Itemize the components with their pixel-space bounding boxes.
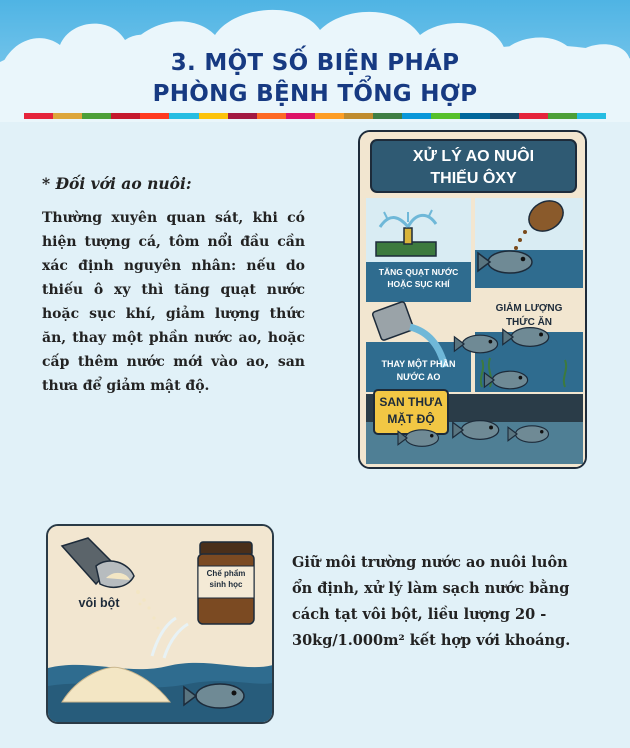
water-management-paragraph: Giữ môi trường nước ao nuôi luôn ổn định, xử lý làm sạch nước bằng cách tạt vôi bột, liều lượng 20 - 30kg/1.000m² kết hợp với khoáng. [292, 554, 571, 649]
lime-illustration-card [46, 524, 274, 724]
stripe-segment [548, 113, 577, 119]
panel2-label-line1: GIẢM LƯỢNG [495, 303, 563, 314]
lime-illustration [48, 526, 274, 724]
page-title-line1: 3. MỘT SỐ BIỆN PHÁP [170, 50, 460, 76]
infographic-title-line1: XỬ LÝ AO NUÔI [412, 148, 535, 165]
stripe-segment [53, 113, 82, 119]
stripe-segment [373, 113, 402, 119]
lime-label: vôi bột [78, 596, 120, 610]
stripe-segment [519, 113, 548, 119]
jar-label-line1: Chế phẩm [206, 569, 246, 578]
stripe-segment [577, 113, 606, 119]
panel2-label-line2: THỨC ĂN [505, 317, 553, 328]
panel4-label-line1: SAN THƯA [379, 395, 443, 409]
section-paragraph: Thường xuyên quan sát, khi có hiện tượng cá, tôm nổi đầu cần xác định nguyên nhân: nếu do thiếu ô xy thì tăng quạt nước hoặc sục khí, giảm lượng thức ăn, thay một phần nước ao, hoặc cấp thêm nước mới vào ao, san thưa để giảm mật độ. [42, 210, 305, 394]
panel4-label-line2: MẶT ĐỘ [387, 412, 435, 426]
stripe-segment [315, 113, 344, 119]
stripe-segment [257, 113, 286, 119]
stripe-segment [228, 113, 257, 119]
panel3-label-line2: NƯỚC AO [396, 372, 441, 382]
stripe-segment [431, 113, 460, 119]
color-stripe [24, 113, 606, 119]
stripe-segment [199, 113, 228, 119]
stripe-segment [460, 113, 489, 119]
stripe-segment [82, 113, 111, 119]
stripe-segment [344, 113, 373, 119]
panel3-label-line1: THAY MỘT PHẦN [381, 359, 456, 369]
section-heading: * Đối với ao nuôi: [42, 174, 192, 193]
stripe-segment [402, 113, 431, 119]
oxygen-infographic [358, 130, 587, 469]
jar-label-line2: sinh học [209, 580, 243, 589]
stripe-segment [490, 113, 519, 119]
page-title [0, 48, 630, 110]
stripe-segment [111, 113, 140, 119]
infographic-title-line2: THIẾU ÔXY [430, 170, 517, 187]
panel1-label-line1: TĂNG QUẠT NƯỚC [378, 267, 459, 277]
stripe-segment [140, 113, 169, 119]
stripe-segment [286, 113, 315, 119]
stripe-segment [24, 113, 53, 119]
stripe-segment [169, 113, 198, 119]
page-title-line2: PHÒNG BỆNH TỔNG HỢP [152, 81, 478, 107]
panel1-label-line2: HOẶC SỤC KHÍ [387, 279, 450, 289]
